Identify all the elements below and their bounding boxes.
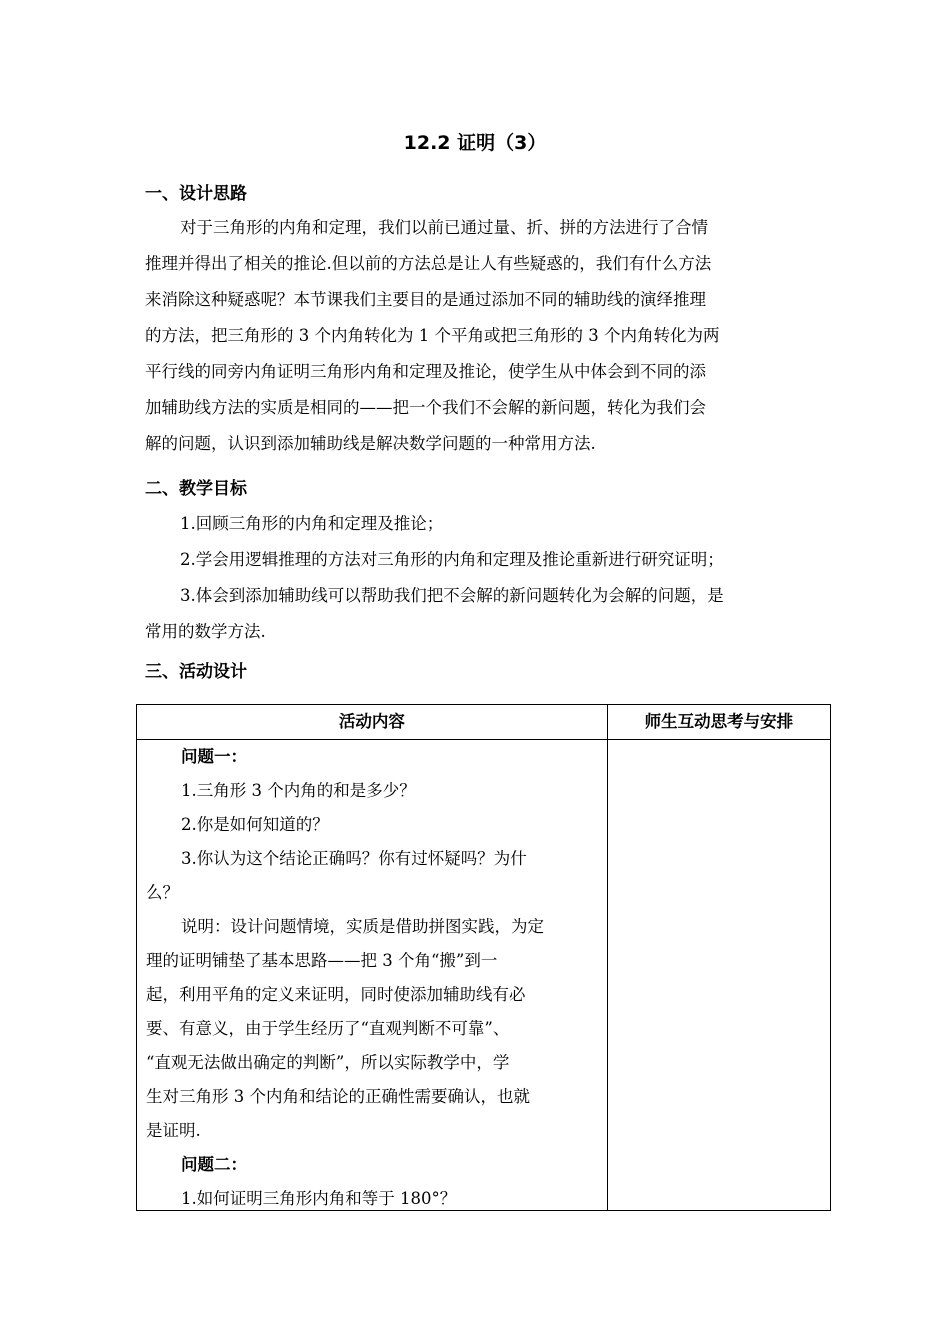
header-teacher-student: 师生互动思考与安排 [607,705,830,740]
section-heading-goals: 二、教学目标 [145,479,247,499]
cell-line: 2.你是如何知道的？ [181,815,329,834]
goal-item: 1.回顾三角形的内角和定理及推论； [180,514,444,533]
paragraph-line: 推理并得出了相关的推论.但以前的方法总是让人有些疑惑的，我们有什么方法 [145,254,712,273]
paragraph-line: 的方法，把三角形的 3 个内角转化为 1 个平角或把三角形的 3 个内角转化为两 [145,326,720,345]
cell-line: 理的证明铺垫了基本思路——把 3 个角“搬”到一 [146,951,498,970]
header-activity-content: 活动内容 [137,705,608,740]
paragraph-line: 解的问题，认识到添加辅助线是解决数学问题的一种常用方法. [145,434,596,453]
cell-line: “直观无法做出确定的判断”，所以实际教学中，学 [146,1053,510,1072]
document-title: 12.2 证明（3） [403,132,547,154]
goals-list [145,506,805,650]
cell-line: 起，利用平角的定义来证明，同时使添加辅助线有必 [146,985,526,1004]
goal-item: 2.学会用逻辑推理的方法对三角形的内角和定理及推论重新进行研究证明； [180,550,724,569]
activity-table [136,704,831,1211]
goal-item: 3.体会到添加辅助线可以帮助我们把不会解的新问题转化为会解的问题，是 [180,586,724,605]
goal-item-continued: 常用的数学方法. [145,622,266,641]
cell-line: 1.如何证明三角形内角和等于 180°？ [181,1189,457,1208]
cell-line: 是证明. [146,1121,201,1140]
table-row [137,740,831,1211]
paragraph-line: 对于三角形的内角和定理，我们以前已通过量、折、拼的方法进行了合情 [180,218,708,237]
question-two-label: 问题二： [181,1155,247,1174]
cell-line: 要、有意义，由于学生经历了“直观判断不可靠”、 [146,1019,510,1038]
paragraph-line: 加辅助线方法的实质是相同的——把一个我们不会解的新问题，转化为我们会 [145,398,706,417]
cell-line: 么？ [146,883,179,902]
cell-line: 生对三角形 3 个内角和结论的正确性需要确认，也就 [146,1087,530,1106]
question-one-label: 问题一： [181,747,247,766]
table-header-row [137,705,831,740]
cell-line: 说明：设计问题情境，实质是借助拼图实践，为定 [181,917,544,936]
section-heading-design: 一、设计思路 [145,184,247,204]
cell-line: 1.三角形 3 个内角的和是多少？ [181,781,416,800]
cell-line: 3.你认为这个结论正确吗？你有过怀疑吗？为什 [181,849,527,868]
activity-content-cell [137,740,608,1211]
paragraph-line: 平行线的同旁内角证明三角形内角和定理及推论，使学生从中体会到不同的添 [145,362,706,381]
teacher-student-cell [607,740,830,1211]
paragraph-line: 来消除这种疑惑呢？本节课我们主要目的是通过添加不同的辅助线的演绎推理 [145,290,706,309]
section-heading-activity: 三、活动设计 [145,662,247,682]
design-paragraph [145,210,805,462]
